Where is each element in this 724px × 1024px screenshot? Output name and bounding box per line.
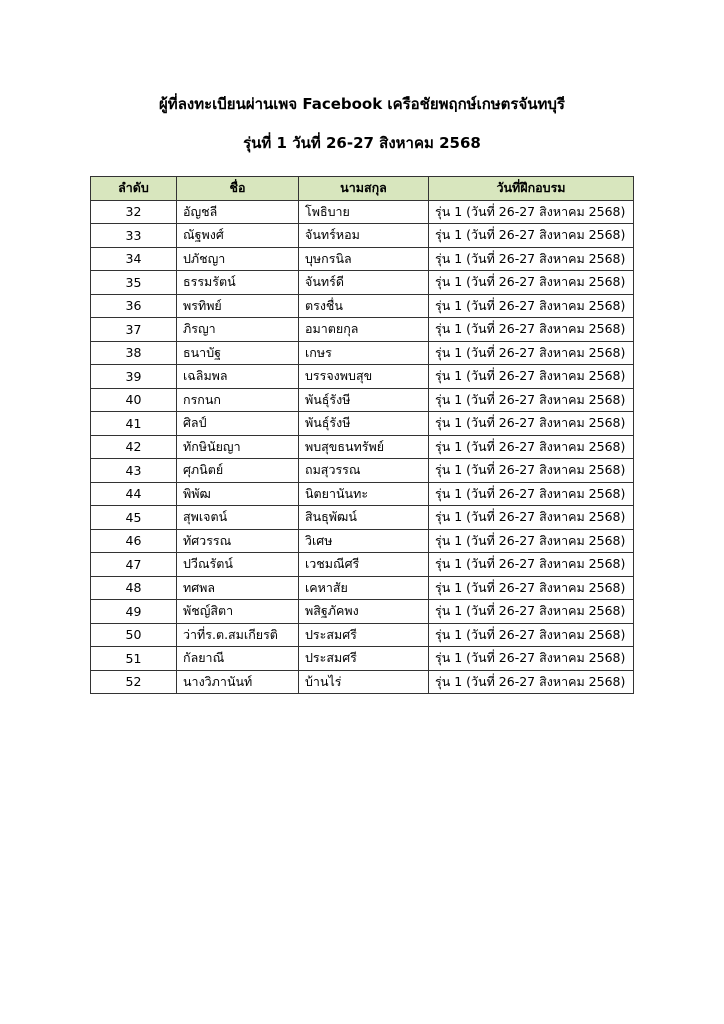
- cell-last-name: ตรงชื่น: [299, 294, 429, 318]
- table-row: [91, 553, 634, 577]
- cell-order: 41: [91, 412, 177, 436]
- cell-last-name: อมาตยกุล: [299, 318, 429, 342]
- table-row: [91, 482, 634, 506]
- cell-order: 40: [91, 388, 177, 412]
- cell-last-name: พันธุ์รังษี: [299, 388, 429, 412]
- cell-order: 50: [91, 623, 177, 647]
- header-order: ลำดับ: [91, 177, 177, 201]
- cell-first-name: ทัศวรรณ: [177, 529, 299, 553]
- table-row: [91, 224, 634, 248]
- table-row: [91, 670, 634, 694]
- cell-first-name: กัลยาณี: [177, 647, 299, 671]
- cell-training-date: รุ่น 1 (วันที่ 26-27 สิงหาคม 2568): [429, 576, 634, 600]
- cell-order: 49: [91, 600, 177, 624]
- cell-last-name: วิเศษ: [299, 529, 429, 553]
- cell-order: 37: [91, 318, 177, 342]
- cell-last-name: จันทร์ดี: [299, 271, 429, 295]
- cell-last-name: สินธุพัฒน์: [299, 506, 429, 530]
- header-last-name: นามสกุล: [299, 177, 429, 201]
- cell-training-date: รุ่น 1 (วันที่ 26-27 สิงหาคม 2568): [429, 365, 634, 389]
- table-row: [91, 435, 634, 459]
- cell-first-name: อัญชลี: [177, 200, 299, 224]
- table-row: [91, 388, 634, 412]
- table-row: [91, 412, 634, 436]
- table-row: [91, 459, 634, 483]
- cell-last-name: จันทร์หอม: [299, 224, 429, 248]
- cell-training-date: รุ่น 1 (วันที่ 26-27 สิงหาคม 2568): [429, 435, 634, 459]
- cell-last-name: พบสุขธนทรัพย์: [299, 435, 429, 459]
- cell-first-name: ธนาบัฐ: [177, 341, 299, 365]
- cell-training-date: รุ่น 1 (วันที่ 26-27 สิงหาคม 2568): [429, 670, 634, 694]
- table-row: [91, 529, 634, 553]
- cell-first-name: ปภัชญา: [177, 247, 299, 271]
- cell-first-name: พรทิพย์: [177, 294, 299, 318]
- cell-order: 52: [91, 670, 177, 694]
- table-row: [91, 294, 634, 318]
- cell-first-name: ศิลป์: [177, 412, 299, 436]
- cell-training-date: รุ่น 1 (วันที่ 26-27 สิงหาคม 2568): [429, 553, 634, 577]
- cell-last-name: โพธิบาย: [299, 200, 429, 224]
- cell-last-name: บุษกรนิล: [299, 247, 429, 271]
- cell-first-name: ศุภนิตย์: [177, 459, 299, 483]
- cell-order: 42: [91, 435, 177, 459]
- cell-training-date: รุ่น 1 (วันที่ 26-27 สิงหาคม 2568): [429, 388, 634, 412]
- cell-order: 32: [91, 200, 177, 224]
- cell-last-name: เวชมณีศรี: [299, 553, 429, 577]
- cell-first-name: พัชญ์สิตา: [177, 600, 299, 624]
- table-row: [91, 318, 634, 342]
- cell-first-name: พิพัฒ: [177, 482, 299, 506]
- cell-order: 38: [91, 341, 177, 365]
- cell-training-date: รุ่น 1 (วันที่ 26-27 สิงหาคม 2568): [429, 412, 634, 436]
- registrants-table: [90, 176, 634, 694]
- cell-order: 46: [91, 529, 177, 553]
- cell-last-name: นิตยานันทะ: [299, 482, 429, 506]
- cell-first-name: ว่าที่ร.ต.สมเกียรติ: [177, 623, 299, 647]
- cell-first-name: ปวีณรัตน์: [177, 553, 299, 577]
- cell-last-name: ประสมศรี: [299, 623, 429, 647]
- cell-training-date: รุ่น 1 (วันที่ 26-27 สิงหาคม 2568): [429, 294, 634, 318]
- cell-training-date: รุ่น 1 (วันที่ 26-27 สิงหาคม 2568): [429, 247, 634, 271]
- cell-last-name: เคหาสัย: [299, 576, 429, 600]
- cell-training-date: รุ่น 1 (วันที่ 26-27 สิงหาคม 2568): [429, 200, 634, 224]
- document-title: ผู้ที่ลงทะเบียนผ่านเพจ Facebook เครือชัยพฤกษ์เกษตรจันทบุรี: [159, 95, 565, 113]
- cell-order: 48: [91, 576, 177, 600]
- cell-order: 35: [91, 271, 177, 295]
- table-row: [91, 200, 634, 224]
- cell-order: 51: [91, 647, 177, 671]
- cell-training-date: รุ่น 1 (วันที่ 26-27 สิงหาคม 2568): [429, 341, 634, 365]
- table-row: [91, 271, 634, 295]
- cell-order: 36: [91, 294, 177, 318]
- cell-first-name: กรกนก: [177, 388, 299, 412]
- cell-first-name: ธรรมรัตน์: [177, 271, 299, 295]
- cell-first-name: เฉลิมพล: [177, 365, 299, 389]
- document-subtitle: รุ่นที่ 1 วันที่ 26-27 สิงหาคม 2568: [243, 134, 481, 152]
- cell-order: 39: [91, 365, 177, 389]
- cell-order: 33: [91, 224, 177, 248]
- cell-first-name: ภิรญา: [177, 318, 299, 342]
- cell-order: 44: [91, 482, 177, 506]
- table-row: [91, 576, 634, 600]
- cell-training-date: รุ่น 1 (วันที่ 26-27 สิงหาคม 2568): [429, 318, 634, 342]
- cell-last-name: บรรจงพบสุข: [299, 365, 429, 389]
- table-row: [91, 623, 634, 647]
- cell-order: 47: [91, 553, 177, 577]
- cell-training-date: รุ่น 1 (วันที่ 26-27 สิงหาคม 2568): [429, 459, 634, 483]
- cell-training-date: รุ่น 1 (วันที่ 26-27 สิงหาคม 2568): [429, 482, 634, 506]
- header-first-name: ชื่อ: [177, 177, 299, 201]
- table-header-row: [91, 177, 634, 201]
- cell-last-name: เกษร: [299, 341, 429, 365]
- cell-first-name: ทักษินัยญา: [177, 435, 299, 459]
- cell-order: 43: [91, 459, 177, 483]
- table-row: [91, 365, 634, 389]
- cell-order: 34: [91, 247, 177, 271]
- cell-order: 45: [91, 506, 177, 530]
- table-body: [91, 200, 634, 694]
- cell-training-date: รุ่น 1 (วันที่ 26-27 สิงหาคม 2568): [429, 647, 634, 671]
- cell-last-name: ถมสุวรรณ: [299, 459, 429, 483]
- cell-training-date: รุ่น 1 (วันที่ 26-27 สิงหาคม 2568): [429, 506, 634, 530]
- cell-training-date: รุ่น 1 (วันที่ 26-27 สิงหาคม 2568): [429, 600, 634, 624]
- cell-training-date: รุ่น 1 (วันที่ 26-27 สิงหาคม 2568): [429, 529, 634, 553]
- table-row: [91, 600, 634, 624]
- cell-last-name: พันธุ์รังษี: [299, 412, 429, 436]
- cell-last-name: พสิฐภัคพง: [299, 600, 429, 624]
- cell-last-name: ประสมศรี: [299, 647, 429, 671]
- table-row: [91, 647, 634, 671]
- table-row: [91, 506, 634, 530]
- cell-training-date: รุ่น 1 (วันที่ 26-27 สิงหาคม 2568): [429, 271, 634, 295]
- table-row: [91, 341, 634, 365]
- cell-training-date: รุ่น 1 (วันที่ 26-27 สิงหาคม 2568): [429, 224, 634, 248]
- cell-first-name: ทศพล: [177, 576, 299, 600]
- cell-last-name: บ้านไร่: [299, 670, 429, 694]
- cell-training-date: รุ่น 1 (วันที่ 26-27 สิงหาคม 2568): [429, 623, 634, 647]
- table-row: [91, 247, 634, 271]
- cell-first-name: สุพเจตน์: [177, 506, 299, 530]
- cell-first-name: ณัฐพงศ์: [177, 224, 299, 248]
- header-training-date: วันที่ฝึกอบรม: [429, 177, 634, 201]
- cell-first-name: นางวิภานันท์: [177, 670, 299, 694]
